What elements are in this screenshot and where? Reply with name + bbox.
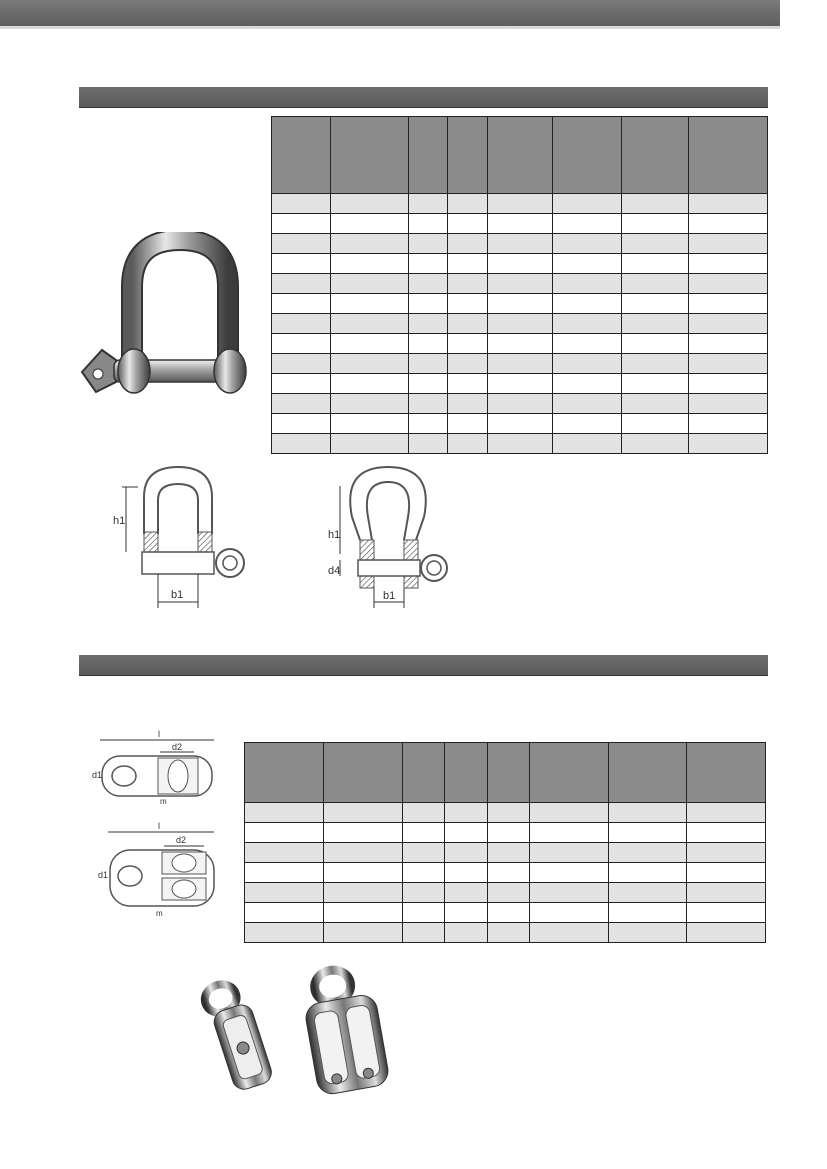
table-cell bbox=[553, 214, 622, 234]
table-cell bbox=[409, 354, 448, 374]
header-cell bbox=[245, 743, 324, 803]
table-cell bbox=[609, 843, 687, 863]
table-cell bbox=[245, 803, 324, 823]
table-row bbox=[245, 923, 766, 943]
table-cell bbox=[622, 214, 689, 234]
table-cell bbox=[689, 374, 768, 394]
table-cell bbox=[488, 374, 553, 394]
table-cell bbox=[448, 274, 488, 294]
table-cell bbox=[622, 294, 689, 314]
header-cell bbox=[488, 743, 530, 803]
table-cell bbox=[272, 294, 331, 314]
table-cell bbox=[272, 414, 331, 434]
table-cell bbox=[530, 843, 609, 863]
table-cell bbox=[448, 314, 488, 334]
label-b1: b1 bbox=[171, 589, 184, 601]
label-d2: d2 bbox=[172, 742, 183, 752]
table-cell bbox=[622, 314, 689, 334]
table-cell bbox=[622, 194, 689, 214]
table-row bbox=[245, 823, 766, 843]
table-row bbox=[272, 394, 768, 414]
table-cell bbox=[609, 883, 687, 903]
table-cell bbox=[403, 903, 445, 923]
header-cell bbox=[403, 743, 445, 803]
label-h1: h1 bbox=[113, 515, 126, 527]
table-cell bbox=[553, 234, 622, 254]
table-cell bbox=[245, 823, 324, 843]
table-cell bbox=[622, 234, 689, 254]
table-cell bbox=[687, 923, 766, 943]
table-row bbox=[245, 803, 766, 823]
d-shackle-photo bbox=[80, 232, 256, 404]
table-cell bbox=[409, 314, 448, 334]
table-cell bbox=[553, 354, 622, 374]
table-cell bbox=[445, 823, 488, 843]
table-cell bbox=[530, 883, 609, 903]
table-cell bbox=[331, 334, 409, 354]
table-cell bbox=[448, 254, 488, 274]
table-cell bbox=[409, 394, 448, 414]
header-cell bbox=[324, 743, 403, 803]
header-cell bbox=[622, 117, 689, 194]
table-row bbox=[272, 194, 768, 214]
table-cell bbox=[272, 254, 331, 274]
table-cell bbox=[331, 314, 409, 334]
table-cell bbox=[530, 923, 609, 943]
table-cell bbox=[245, 903, 324, 923]
table-cell bbox=[488, 823, 530, 843]
table-cell bbox=[622, 414, 689, 434]
table-cell bbox=[689, 334, 768, 354]
table-cell bbox=[403, 803, 445, 823]
table-cell bbox=[689, 254, 768, 274]
table-cell bbox=[409, 234, 448, 254]
table-cell bbox=[553, 194, 622, 214]
table-cell bbox=[687, 843, 766, 863]
table-cell bbox=[445, 923, 488, 943]
table-cell bbox=[488, 234, 553, 254]
header-cell bbox=[331, 117, 409, 194]
table-cell bbox=[488, 274, 553, 294]
table-cell bbox=[409, 374, 448, 394]
table-cell bbox=[622, 334, 689, 354]
table-cell bbox=[448, 214, 488, 234]
table-cell bbox=[488, 863, 530, 883]
table-cell bbox=[488, 843, 530, 863]
table-cell bbox=[324, 883, 403, 903]
table-cell bbox=[331, 274, 409, 294]
table-cell bbox=[245, 863, 324, 883]
table-cell bbox=[689, 414, 768, 434]
table-cell bbox=[689, 394, 768, 414]
table-cell bbox=[445, 803, 488, 823]
table-cell bbox=[448, 334, 488, 354]
shackle-spec-table bbox=[271, 116, 768, 454]
section-header-bar-pulleys bbox=[79, 655, 768, 676]
table-cell bbox=[687, 823, 766, 843]
table-cell bbox=[448, 354, 488, 374]
header-cell bbox=[609, 743, 687, 803]
table-row bbox=[245, 843, 766, 863]
table-cell bbox=[689, 214, 768, 234]
table-row bbox=[245, 863, 766, 883]
table-cell bbox=[445, 903, 488, 923]
table-cell bbox=[687, 803, 766, 823]
table-cell bbox=[553, 254, 622, 274]
table-cell bbox=[689, 194, 768, 214]
table-cell bbox=[403, 883, 445, 903]
bow-shackle-drawing bbox=[322, 462, 452, 612]
table-cell bbox=[331, 214, 409, 234]
table-cell bbox=[488, 803, 530, 823]
table-cell bbox=[331, 294, 409, 314]
table-cell bbox=[324, 863, 403, 883]
table-cell bbox=[331, 414, 409, 434]
table-cell bbox=[324, 903, 403, 923]
table-cell bbox=[403, 843, 445, 863]
table-cell bbox=[530, 863, 609, 883]
double-pulley-drawing bbox=[96, 820, 220, 918]
table-cell bbox=[622, 394, 689, 414]
page-header-bar bbox=[0, 0, 780, 26]
table-cell bbox=[409, 434, 448, 454]
single-pulley-drawing bbox=[92, 728, 218, 806]
table-cell bbox=[530, 823, 609, 843]
label-m: m bbox=[156, 909, 163, 918]
table-cell bbox=[622, 254, 689, 274]
table-cell bbox=[553, 274, 622, 294]
table-cell bbox=[331, 254, 409, 274]
table-cell bbox=[272, 434, 331, 454]
table-cell bbox=[488, 254, 553, 274]
label-d1: d1 bbox=[92, 770, 103, 780]
table-cell bbox=[445, 883, 488, 903]
label-l: l bbox=[158, 729, 160, 739]
table-cell bbox=[689, 314, 768, 334]
table-cell bbox=[530, 803, 609, 823]
table-cell bbox=[331, 354, 409, 374]
table-cell bbox=[553, 434, 622, 454]
table-row bbox=[272, 314, 768, 334]
table-cell bbox=[609, 823, 687, 843]
label-b1: b1 bbox=[383, 590, 396, 602]
table-row bbox=[245, 903, 766, 923]
table-row bbox=[272, 334, 768, 354]
table-cell bbox=[409, 334, 448, 354]
table-cell bbox=[272, 334, 331, 354]
table-cell bbox=[448, 394, 488, 414]
label-d1: d1 bbox=[98, 870, 109, 880]
header-cell bbox=[272, 117, 331, 194]
table-row bbox=[272, 274, 768, 294]
label-d4: d4 bbox=[328, 565, 341, 577]
table-cell bbox=[331, 194, 409, 214]
table-cell bbox=[553, 314, 622, 334]
page-header-shadow bbox=[0, 26, 780, 29]
header-cell bbox=[553, 117, 622, 194]
table-row bbox=[245, 883, 766, 903]
table-cell bbox=[409, 294, 448, 314]
table-cell bbox=[488, 314, 553, 334]
table-cell bbox=[324, 823, 403, 843]
table-cell bbox=[687, 903, 766, 923]
table-cell bbox=[272, 314, 331, 334]
header-cell bbox=[530, 743, 609, 803]
table-cell bbox=[272, 394, 331, 414]
d-shackle-drawing bbox=[108, 462, 258, 612]
pulley-blocks-photo bbox=[138, 962, 458, 1112]
header-cell bbox=[448, 117, 488, 194]
table-header-row bbox=[245, 743, 766, 803]
table-cell bbox=[331, 234, 409, 254]
table-cell bbox=[324, 843, 403, 863]
table-cell bbox=[553, 414, 622, 434]
table-row bbox=[272, 414, 768, 434]
table-row bbox=[272, 254, 768, 274]
table-cell bbox=[245, 883, 324, 903]
table-cell bbox=[272, 194, 331, 214]
table-cell bbox=[448, 194, 488, 214]
table-cell bbox=[488, 883, 530, 903]
table-row bbox=[272, 434, 768, 454]
table-cell bbox=[488, 194, 553, 214]
table-cell bbox=[448, 414, 488, 434]
table-cell bbox=[689, 294, 768, 314]
table-cell bbox=[409, 194, 448, 214]
table-cell bbox=[488, 214, 553, 234]
label-l: l bbox=[158, 821, 160, 831]
label-h1: h1 bbox=[328, 529, 341, 541]
table-cell bbox=[488, 923, 530, 943]
table-cell bbox=[689, 354, 768, 374]
table-cell bbox=[622, 434, 689, 454]
table-cell bbox=[403, 823, 445, 843]
table-row bbox=[272, 354, 768, 374]
table-cell bbox=[553, 394, 622, 414]
table-cell bbox=[609, 803, 687, 823]
table-cell bbox=[609, 863, 687, 883]
table-cell bbox=[448, 374, 488, 394]
label-d2: d2 bbox=[176, 835, 187, 845]
table-cell bbox=[331, 374, 409, 394]
table-cell bbox=[689, 234, 768, 254]
table-cell bbox=[245, 843, 324, 863]
header-cell bbox=[689, 117, 768, 194]
table-cell bbox=[553, 334, 622, 354]
table-row bbox=[272, 234, 768, 254]
table-cell bbox=[488, 434, 553, 454]
table-cell bbox=[530, 903, 609, 923]
header-cell bbox=[409, 117, 448, 194]
table-cell bbox=[687, 863, 766, 883]
table-cell bbox=[272, 214, 331, 234]
table-cell bbox=[445, 863, 488, 883]
table-cell bbox=[409, 274, 448, 294]
section-header-bar-shackles bbox=[79, 87, 768, 108]
table-row bbox=[272, 374, 768, 394]
table-row bbox=[272, 294, 768, 314]
table-cell bbox=[331, 434, 409, 454]
table-cell bbox=[687, 883, 766, 903]
table-cell bbox=[488, 414, 553, 434]
table-cell bbox=[409, 254, 448, 274]
label-m: m bbox=[160, 797, 167, 806]
table-cell bbox=[689, 434, 768, 454]
table-cell bbox=[609, 903, 687, 923]
table-cell bbox=[324, 923, 403, 943]
table-cell bbox=[403, 863, 445, 883]
table-cell bbox=[488, 903, 530, 923]
table-row bbox=[272, 214, 768, 234]
table-cell bbox=[622, 274, 689, 294]
pulley-spec-table bbox=[244, 742, 766, 943]
table-cell bbox=[272, 354, 331, 374]
table-cell bbox=[622, 374, 689, 394]
table-cell bbox=[409, 214, 448, 234]
table-cell bbox=[488, 294, 553, 314]
table-cell bbox=[272, 234, 331, 254]
header-cell bbox=[445, 743, 488, 803]
table-cell bbox=[245, 923, 324, 943]
table-cell bbox=[448, 434, 488, 454]
table-header-row bbox=[272, 117, 768, 194]
header-cell bbox=[488, 117, 553, 194]
table-cell bbox=[488, 394, 553, 414]
header-cell bbox=[687, 743, 766, 803]
table-cell bbox=[324, 803, 403, 823]
table-cell bbox=[403, 923, 445, 943]
table-cell bbox=[488, 354, 553, 374]
table-cell bbox=[448, 234, 488, 254]
table-cell bbox=[622, 354, 689, 374]
table-cell bbox=[448, 294, 488, 314]
table-cell bbox=[409, 414, 448, 434]
table-cell bbox=[272, 274, 331, 294]
table-cell bbox=[689, 274, 768, 294]
table-cell bbox=[488, 334, 553, 354]
table-cell bbox=[331, 394, 409, 414]
table-cell bbox=[272, 374, 331, 394]
table-cell bbox=[609, 923, 687, 943]
table-cell bbox=[445, 843, 488, 863]
table-cell bbox=[553, 374, 622, 394]
table-cell bbox=[553, 294, 622, 314]
